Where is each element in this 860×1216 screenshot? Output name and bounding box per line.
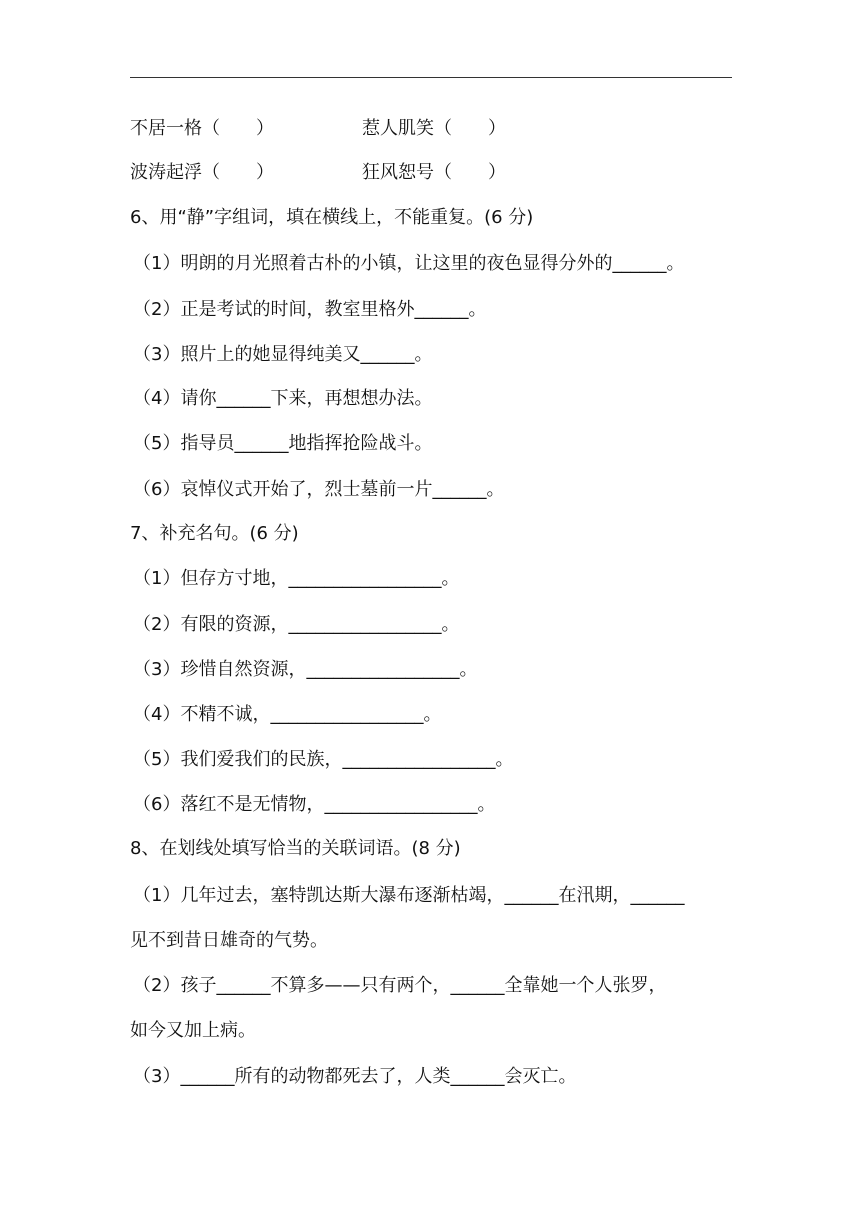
question-8-item: （3）______所有的动物都死去了，人类______会灭亡。 [133, 1066, 577, 1087]
question-7-title: 7、补充名句。(6 分) [130, 523, 299, 544]
question-6-item: （4）请你______下来，再想想办法。 [133, 388, 433, 409]
question-8-item: （2）孩子______不算多——只有两个，______全靠她一个人张罗， [133, 975, 667, 996]
question-7-item: （2）有限的资源，_________________。 [133, 614, 460, 635]
question-6-item: （6）哀悼仪式开始了，烈士墓前一片______。 [133, 479, 505, 500]
question-6-item: （2）正是考试的时间，教室里格外______。 [133, 299, 487, 320]
question-8-title: 8、在划线处填写恰当的关联词语。(8 分) [130, 838, 461, 859]
idiom-row [130, 116, 750, 142]
question-8-item: （1）几年过去，塞特凯达斯大瀑布逐渐枯竭，______在汛期，______ [133, 885, 685, 906]
idiom-row [130, 160, 750, 186]
question-6-item: （3）照片上的她显得纯美又______。 [133, 344, 433, 365]
header-rule [130, 77, 732, 78]
idiom-item: 不居一格（ ） [130, 118, 274, 139]
idiom-item: 波涛起浮（ ） [130, 162, 274, 183]
question-6-title: 6、用“静”字组词，填在横线上，不能重复。(6 分) [130, 207, 534, 228]
question-6-item: （1）明朗的月光照着古朴的小镇，让这里的夜色显得分外的______。 [133, 253, 685, 274]
idiom-item: 惹人肌笑（ ） [362, 118, 506, 139]
question-7-item: （1）但存方寸地，_________________。 [133, 568, 460, 589]
question-8-item-continued: 见不到昔日雄奇的气势。 [130, 930, 328, 951]
question-7-item: （4）不精不诚，_________________。 [133, 704, 442, 725]
question-7-item: （6）落红不是无情物，_________________。 [133, 794, 496, 815]
question-6-item: （5）指导员______地指挥抢险战斗。 [133, 433, 433, 454]
question-7-item: （5）我们爱我们的民族，_________________。 [133, 749, 514, 770]
question-7-item: （3）珍惜自然资源，_________________。 [133, 659, 478, 680]
idiom-item: 狂风恕号（ ） [362, 162, 506, 183]
question-8-item-continued: 如今又加上病。 [130, 1020, 256, 1041]
